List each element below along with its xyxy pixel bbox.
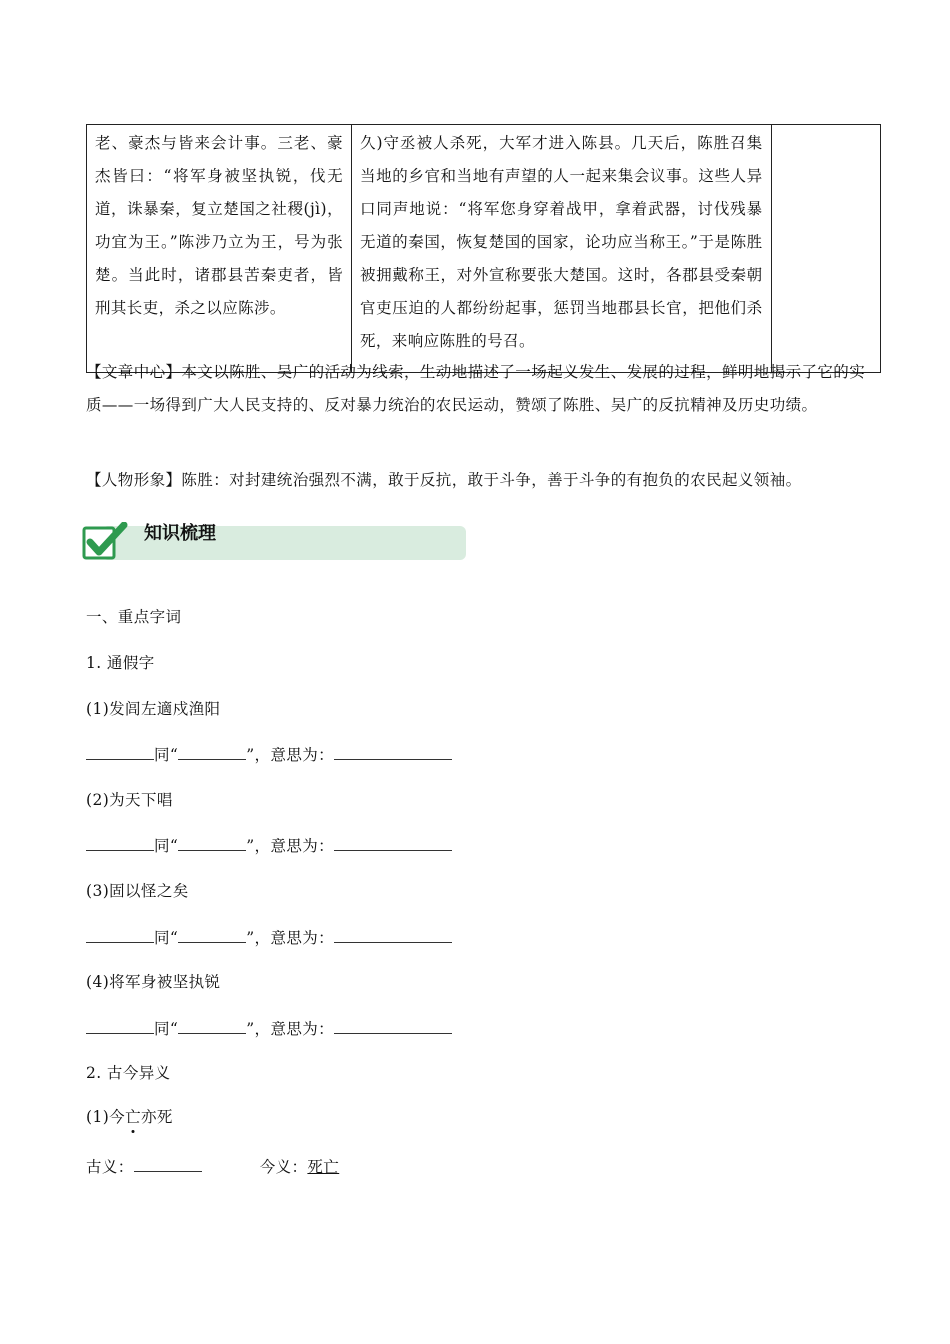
gujin-answer-line (86, 1155, 339, 1178)
answer-blank[interactable] (86, 834, 154, 851)
original-text-cell: 老、豪杰与皆来会计事。三老、豪杰皆曰：“将军身被坚执锐，伐无道，诛暴秦，复立楚国之社稷(jì)，功宜为王。”陈涉乃立为王，号为张楚。当此时，诸郡县苦秦吏者，皆刑其长吏，杀之以应陈涉。 (87, 125, 352, 373)
answer-blank[interactable] (178, 743, 246, 760)
character-image: 【人物形象】陈胜：对封建统治强烈不满，敢于反抗，敢于斗争，善于斗争的有抱负的农民起义领袖。 (86, 471, 802, 489)
meaning-blank[interactable] (334, 1017, 452, 1034)
old-meaning-label: 古义： (86, 1158, 134, 1176)
answer-blank[interactable] (178, 834, 246, 851)
meaning-blank[interactable] (334, 743, 452, 760)
fill-line-3: 同“ ”，意思为： (86, 926, 452, 949)
question-3: (3)固以怪之矣 (86, 882, 189, 900)
fill-line-1: 同“ ”，意思为： (86, 743, 452, 766)
sub-heading-gujin: 2. 古今异义 (86, 1064, 171, 1082)
answer-blank[interactable] (178, 1017, 246, 1034)
meaning-blank[interactable] (334, 834, 452, 851)
translation-table (86, 124, 881, 373)
notes-cell (771, 125, 880, 373)
checkmark-icon (82, 522, 128, 562)
question-1: (1)发闾左適戍渔阳 (86, 700, 221, 718)
meaning-blank[interactable] (334, 926, 452, 943)
answer-blank[interactable] (86, 743, 154, 760)
question-4: (4)将军身被坚执锐 (86, 973, 221, 991)
translation-cell: 久)守丞被人杀死，大军才进入陈县。几天后，陈胜召集当地的乡官和当地有声望的人一起来集会议事。这些人异口同声地说：“将军您身穿着战甲，拿着武器，讨伐残暴无道的秦国，恢复楚国的国家，论功应当称王。”于是陈胜被拥戴称王，对外宣称要张大楚国。这时，各郡县受秦朝官吏压迫的人都纷纷起事，惩罚当地郡县长官，把他们杀死，来响应陈胜的号召。 (352, 125, 772, 373)
gujin-question-1: (1)今亡亦死 (86, 1108, 173, 1126)
new-meaning-label: 今义： (259, 1158, 308, 1176)
fill-line-2: 同“ ”，意思为： (86, 834, 452, 857)
old-meaning-blank[interactable] (134, 1155, 202, 1172)
heading-key-words: 一、重点字词 (86, 608, 182, 626)
answer-blank[interactable] (86, 926, 154, 943)
emphasis-dot-char: 亡 (125, 1108, 141, 1126)
section-banner (82, 522, 466, 562)
question-2: (2)为天下唱 (86, 791, 173, 809)
sub-heading-tongjia: 1. 通假字 (86, 654, 155, 672)
section-title: 知识梳理 (144, 523, 216, 544)
fill-line-4: 同“ ”，意思为： (86, 1017, 452, 1040)
table-row (87, 125, 881, 373)
answer-blank[interactable] (178, 926, 246, 943)
article-center: 【文章中心】本文以陈胜、吴广的活动为线索，生动地描述了一场起义发生、发展的过程，鲜明地揭示了它的实质——一场得到广大人民支持的、反对暴力统治的农民运动，赞颂了陈胜、吴广的反抗精神及历史功绩。 (86, 363, 866, 414)
answer-blank[interactable] (86, 1017, 154, 1034)
new-meaning-value: 死亡 (307, 1158, 340, 1176)
